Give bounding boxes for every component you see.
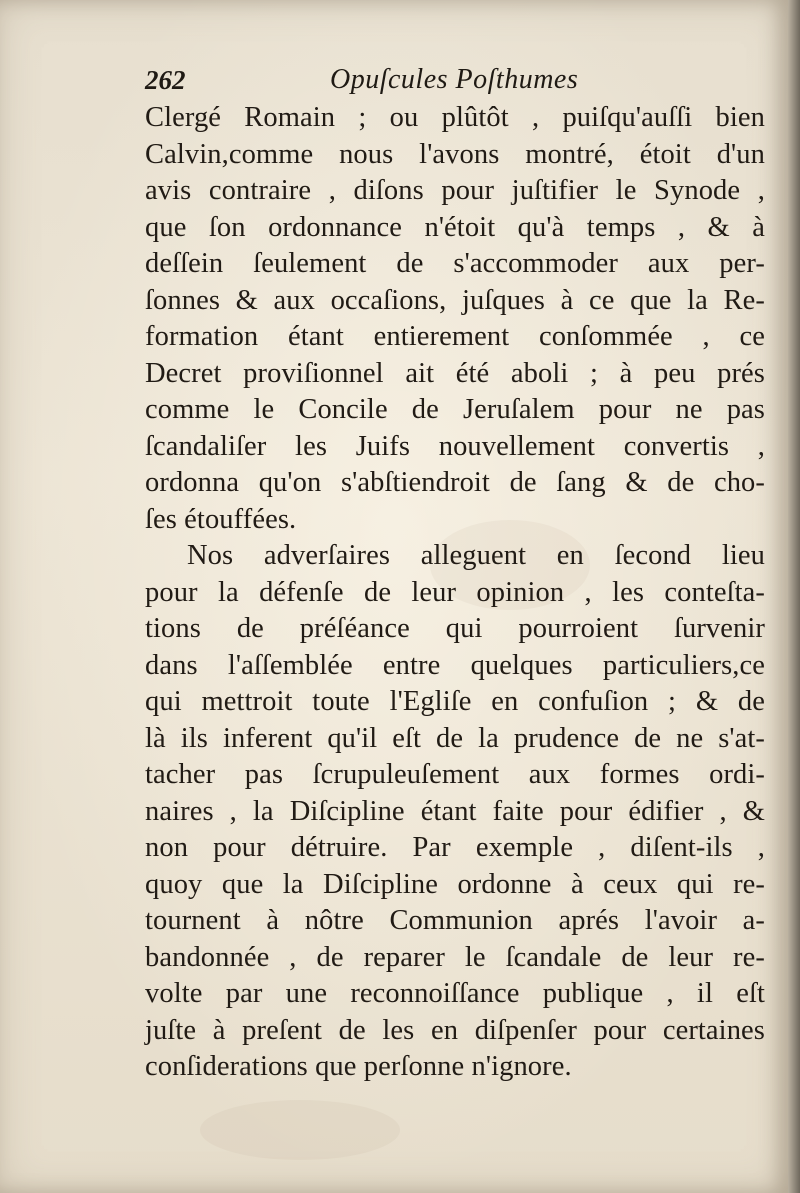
text-line: tournent à nôtre Communion aprés l'avoir a- (145, 905, 765, 936)
text-line: tacher pas ſcrupuleuſement aux formes ordi- (145, 759, 765, 790)
text-line: juſte à preſent de les en diſpenſer pour certaines (145, 1014, 765, 1046)
text-line: ſes étouffées. (145, 503, 297, 535)
paper-stain (200, 1100, 400, 1160)
text-line: pour la défenſe de leur opinion , les conteſta- (145, 576, 765, 608)
text-line: volte par une reconnoiſſance publique , il eſt (145, 978, 765, 1009)
text-line: tions de préſéance qui pourroient ſurvenir (145, 613, 765, 644)
text-line: dans l'aſſemblée entre quelques particuliers,ce (145, 649, 765, 681)
body-text (145, 100, 765, 1086)
text-line: ſonnes & aux occaſions, juſques à ce que la Re- (145, 284, 765, 316)
text-line: ordonna qu'on s'abſtiendroit de ſang & de cho- (145, 467, 765, 498)
text-line: là ils inferent qu'il eſt de la prudence de ne s'at- (145, 722, 765, 754)
text-line: ſcandaliſer les Juifs nouvellement convertis , (145, 430, 765, 462)
text-line: non pour détruire. Par exemple , diſent-ils , (145, 832, 765, 863)
text-line: bandonnée , de reparer le ſcandale de leur re- (145, 941, 765, 973)
text-line: deſſein ſeulement de s'accommoder aux per- (145, 248, 765, 279)
page-header (145, 60, 765, 100)
text-line: naires , la Diſcipline étant faite pour édifier , & (145, 795, 765, 827)
text-line: Nos adverſaires alleguent en ſecond lieu (187, 540, 765, 571)
text-line: formation étant entierement conſommée , ce (145, 321, 765, 352)
page-number: 262 (145, 65, 186, 95)
running-title: Opuſcules Poſthumes (330, 64, 579, 95)
text-line: conſiderations que perſonne n'ignore. (145, 1051, 572, 1082)
text-line: comme le Concile de Jeruſalem pour ne pas (145, 394, 765, 425)
text-line: Clergé Romain ; ou plûtôt , puiſqu'auſſi bien (145, 102, 765, 133)
paragraph-2 (145, 538, 765, 1086)
text-line: que ſon ordonnance n'étoit qu'à temps , & à (145, 211, 765, 243)
text-line: avis contraire , diſons pour juſtifier le Synode , (145, 175, 765, 206)
text-line: Decret proviſionnel ait été aboli ; à peu prés (145, 357, 765, 389)
text-line: quoy que la Diſcipline ordonne à ceux qui re- (145, 868, 765, 900)
text-line: qui mettroit toute l'Egliſe en confuſion ; & de (145, 686, 765, 717)
text-line: Calvin,comme nous l'avons montré, étoit d'un (145, 138, 765, 170)
paragraph-1 (145, 100, 765, 538)
page-edge (788, 0, 800, 1193)
